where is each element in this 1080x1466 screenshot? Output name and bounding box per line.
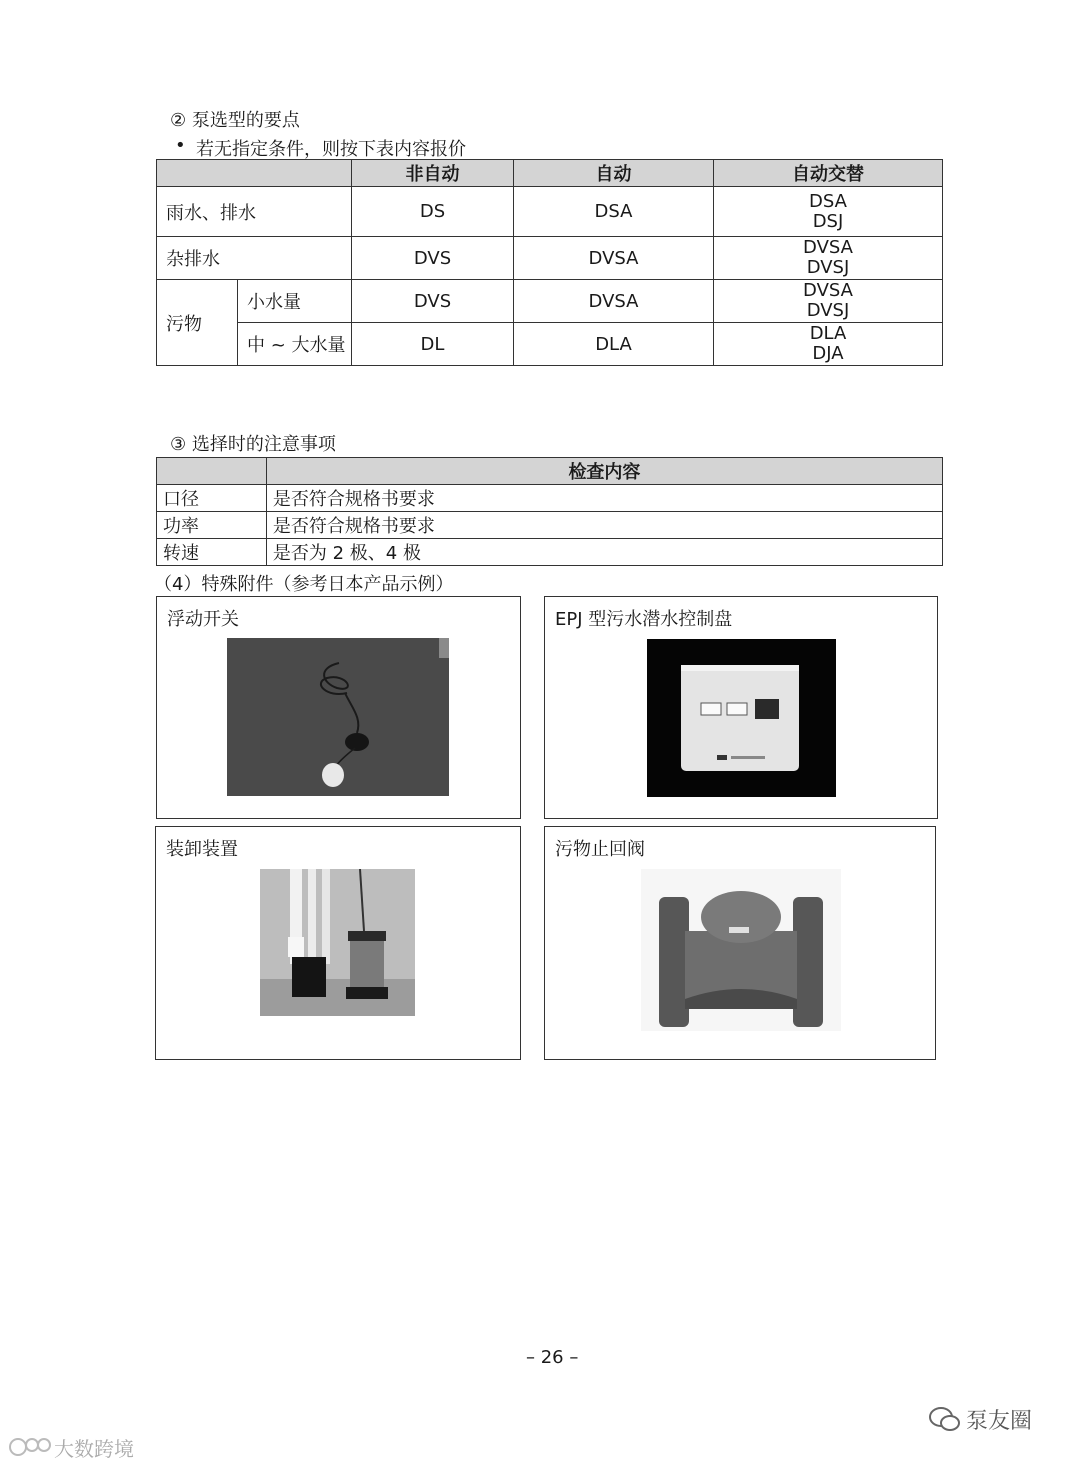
cell-manual: DL bbox=[352, 323, 514, 366]
table-header-corner bbox=[157, 458, 267, 485]
page-number: – 26 – bbox=[526, 1347, 579, 1368]
table-row bbox=[157, 280, 943, 323]
wechat-icon bbox=[928, 1404, 962, 1438]
coupling-device-photo bbox=[260, 869, 415, 1016]
row-label: 杂排水 bbox=[157, 237, 352, 280]
row-label: 中 ~ 大水量 bbox=[238, 323, 352, 366]
watermark-source: 大数跨境 bbox=[54, 1437, 134, 1461]
control-panel-photo bbox=[647, 639, 836, 797]
row-label: 小水量 bbox=[238, 280, 352, 323]
section2-heading: ② 泵选型的要点 bbox=[170, 110, 300, 131]
cell-manual: DVS bbox=[352, 280, 514, 323]
table-row bbox=[157, 485, 943, 512]
accessory-card-float-switch bbox=[156, 596, 521, 819]
bullet-icon: • bbox=[175, 135, 186, 156]
cell-manual: DS bbox=[352, 187, 514, 237]
pump-model-table bbox=[156, 159, 943, 366]
col-header-alternating: 自动交替 bbox=[714, 160, 943, 187]
col-header-manual: 非自动 bbox=[352, 160, 514, 187]
col-header-auto: 自动 bbox=[514, 160, 714, 187]
accessory-caption: EPJ 型污水潜水控制盘 bbox=[555, 609, 733, 630]
col-header-check: 检查内容 bbox=[266, 458, 942, 485]
check-item: 口径 bbox=[157, 485, 267, 512]
accessory-card-check-valve bbox=[544, 826, 936, 1060]
row-label: 雨水、排水 bbox=[157, 187, 352, 237]
float-switch-photo bbox=[227, 638, 449, 796]
cell-auto: DLA bbox=[514, 323, 714, 366]
check-content: 是否符合规格书要求 bbox=[266, 485, 942, 512]
selection-check-table bbox=[156, 457, 943, 566]
cell-auto: DSA bbox=[514, 187, 714, 237]
table-row bbox=[157, 512, 943, 539]
accessory-card-coupling-device bbox=[155, 826, 521, 1060]
accessory-caption: 污物止回阀 bbox=[555, 839, 645, 860]
watermark-brand: 泵友圈 bbox=[966, 1409, 1033, 1434]
accessory-card-control-panel bbox=[544, 596, 938, 819]
section4-heading: （4）特殊附件（参考日本产品示例） bbox=[154, 574, 454, 595]
cell-auto: DVSA bbox=[514, 237, 714, 280]
cell-alternating: DSA DSJ bbox=[714, 187, 943, 237]
check-content: 是否为 2 极、4 极 bbox=[266, 539, 942, 566]
cell-alternating: DLA DJA bbox=[714, 323, 943, 366]
weibo-icon bbox=[8, 1433, 52, 1463]
table-row bbox=[157, 187, 943, 237]
check-valve-photo bbox=[641, 869, 841, 1031]
cell-auto: DVSA bbox=[514, 280, 714, 323]
table-row bbox=[157, 237, 943, 280]
section3-heading: ③ 选择时的注意事项 bbox=[170, 434, 336, 455]
check-item: 功率 bbox=[157, 512, 267, 539]
accessory-caption: 装卸装置 bbox=[166, 839, 238, 860]
cell-alternating: DVSA DVSJ bbox=[714, 237, 943, 280]
cell-manual: DVS bbox=[352, 237, 514, 280]
row-group-label: 污物 bbox=[157, 280, 238, 366]
accessory-caption: 浮动开关 bbox=[167, 609, 239, 630]
table-header-corner bbox=[157, 160, 352, 187]
check-content: 是否符合规格书要求 bbox=[266, 512, 942, 539]
table-row bbox=[157, 539, 943, 566]
table-row bbox=[157, 323, 943, 366]
section2-note: 若无指定条件，则按下表内容报价 bbox=[196, 139, 466, 160]
check-item: 转速 bbox=[157, 539, 267, 566]
cell-alternating: DVSA DVSJ bbox=[714, 280, 943, 323]
